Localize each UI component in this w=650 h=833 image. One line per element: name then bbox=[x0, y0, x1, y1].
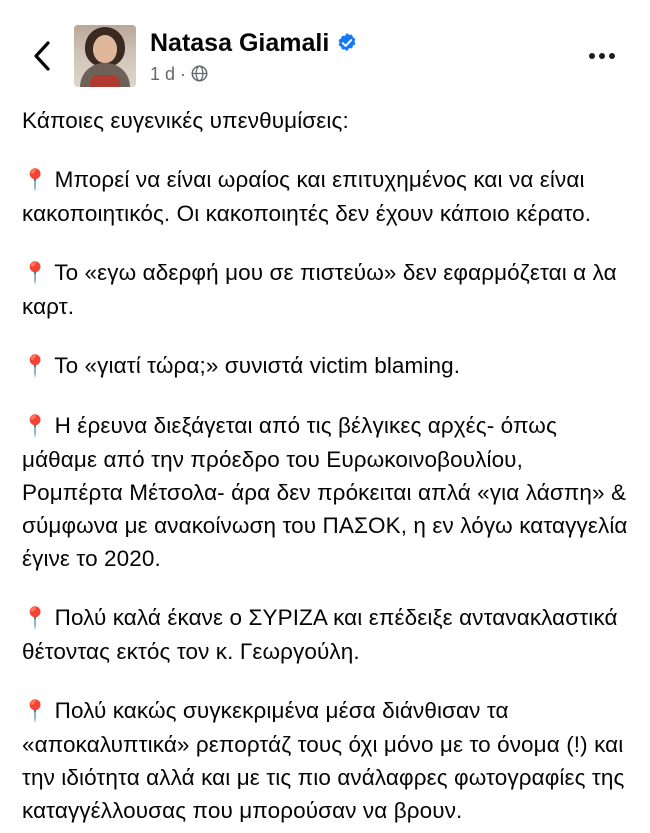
author-block bbox=[150, 28, 580, 85]
paragraph-text: Κάποιες ευγενικές υπενθυμίσεις: bbox=[22, 108, 349, 133]
back-chevron-icon bbox=[32, 40, 52, 72]
paragraph-text: Το «εγω αδερφή μου σε πιστεύω» δεν εφαρμόζεται α λα καρτ. bbox=[22, 260, 617, 319]
post-meta bbox=[150, 63, 580, 85]
avatar-face bbox=[93, 35, 117, 63]
post-paragraph bbox=[22, 256, 628, 323]
paragraph-text: Πολύ κακώς συγκεκριμένα μέσα διάνθισαν τα «αποκαλυπτικά» ρεπορτάζ τους όχι μόνο με το όνομα (!) και την ιδιότητα αλλά και με τις πιο ανάλαφρες φωτογραφίες της καταγγέλλουσας που μπορούσαν να βρουν. bbox=[22, 698, 625, 823]
post-body bbox=[0, 100, 650, 833]
paragraph-text: Η έρευνα διεξάγεται από τις βέλγικες αρχές- όπως μάθαμε από την πρόεδρο του Ευρωκοινοβουλίου, Ρομπέρτα Μέτσολα- άρα δεν πρόκειται απλά «για λάσπη» & σύμφωνα με ανακοίνωση του ΠΑΣΟΚ, η εν λόγω καταγγελία έγινε το 2020. bbox=[22, 413, 628, 571]
more-dot bbox=[589, 53, 595, 59]
post-paragraph bbox=[22, 601, 628, 668]
author-name[interactable]: Natasa Giamali bbox=[150, 28, 330, 57]
pin-icon: 📍 bbox=[22, 415, 49, 438]
more-options-button[interactable] bbox=[580, 34, 624, 78]
post-paragraph bbox=[22, 163, 628, 230]
paragraph-text: Το «γιατί τώρα;» συνιστά victim blaming. bbox=[54, 353, 461, 378]
post-paragraph bbox=[22, 104, 628, 137]
post-header bbox=[0, 0, 650, 100]
avatar[interactable] bbox=[74, 25, 136, 87]
pin-icon: 📍 bbox=[22, 262, 49, 285]
globe-icon[interactable] bbox=[191, 65, 208, 82]
post-paragraph bbox=[22, 694, 628, 827]
pin-icon: 📍 bbox=[22, 700, 49, 723]
post-paragraph bbox=[22, 349, 628, 383]
more-dot bbox=[609, 53, 615, 59]
back-button[interactable] bbox=[22, 36, 62, 76]
meta-separator: · bbox=[180, 63, 187, 84]
more-dot bbox=[599, 53, 605, 59]
paragraph-text: Πολύ καλά έκανε ο ΣΥΡΙΖΑ και επέδειξε αντανακλαστικά θέτοντας εκτός τον κ. Γεωργούλη. bbox=[22, 605, 618, 664]
verified-badge-icon bbox=[336, 32, 358, 54]
pin-icon: 📍 bbox=[22, 355, 49, 378]
post-paragraph bbox=[22, 409, 628, 575]
pin-icon: 📍 bbox=[22, 169, 49, 192]
pin-icon: 📍 bbox=[22, 607, 49, 630]
avatar-accent bbox=[90, 75, 120, 87]
paragraph-text: Μπορεί να είναι ωραίος και επιτυχημένος και να είναι κακοποιητικός. Οι κακοποιητές δεν έχουν κάποιο κέρατο. bbox=[22, 167, 592, 226]
post-timestamp[interactable]: 1 d bbox=[150, 63, 176, 84]
author-name-row bbox=[150, 28, 580, 58]
